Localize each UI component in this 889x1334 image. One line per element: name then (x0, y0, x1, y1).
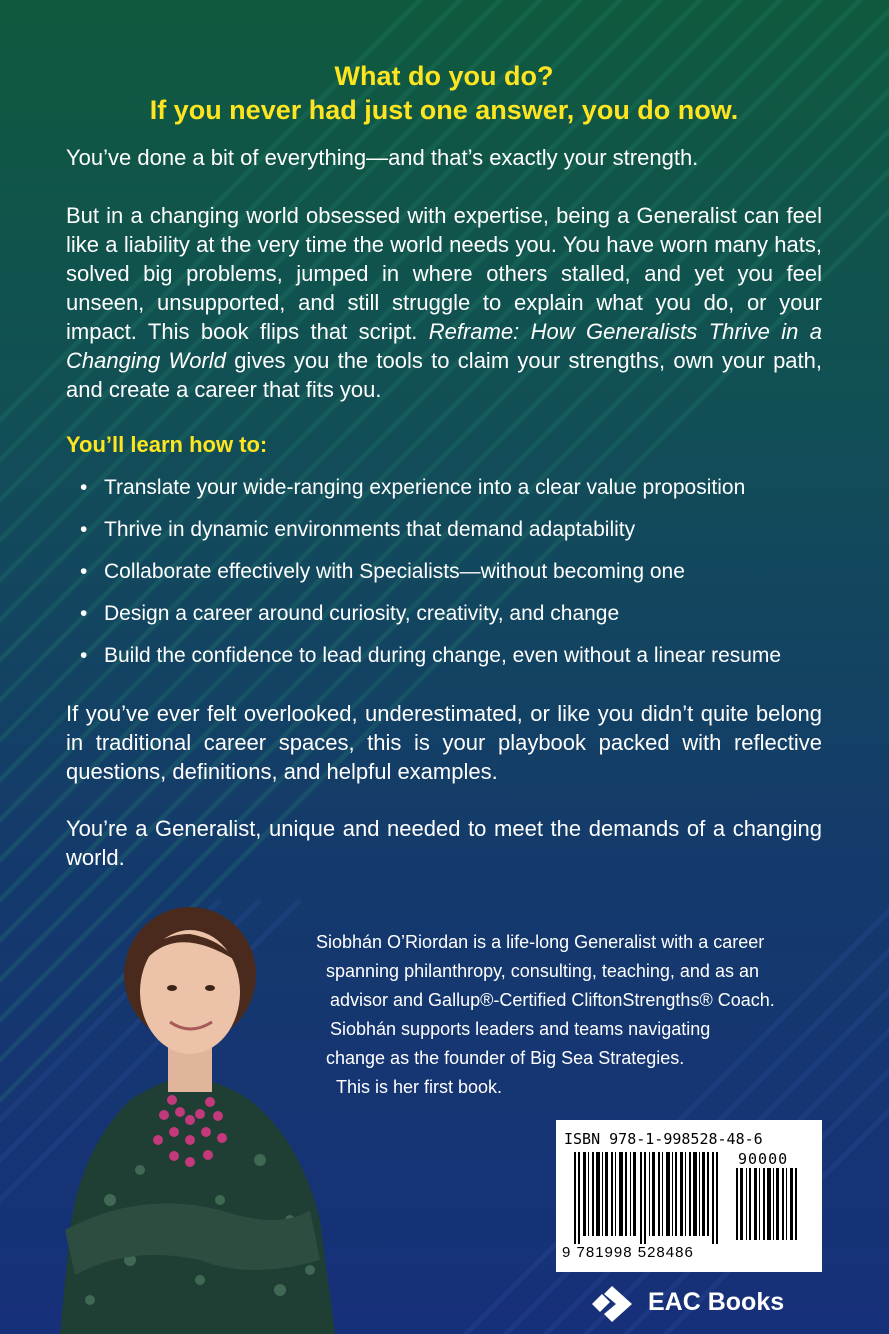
isbn-barcode (556, 1120, 822, 1272)
learn-item: • Build the confidence to lead during change, even without a linear resume (80, 642, 781, 684)
description-text-after: gives you the tools to claim your strengths, own your path, and create a career that fits you. (66, 348, 823, 402)
publisher-logo (590, 1284, 800, 1324)
author-photo (50, 900, 350, 1334)
bio-line: change as the founder of Big Sea Strategies. (326, 1048, 685, 1068)
bio-line: Siobhán O’Riordan is a life-long Generalist with a career (316, 932, 765, 952)
book-title-italic: Reframe: How Generalists Thrive in a Changing World (66, 319, 822, 373)
headline-answer: If you never had just one answer, you do now. (149, 95, 739, 125)
eac-books-logo-icon (590, 1284, 634, 1324)
intro-paragraph: You’ve done a bit of everything—and that’s exactly your strength. (66, 145, 699, 170)
learn-item: • Design a career around curiosity, creativity, and change (80, 600, 781, 642)
learn-heading: You’ll learn how to: (66, 432, 268, 457)
bio-line: advisor and Gallup®-Certified CliftonStrengths® Coach. (330, 990, 775, 1010)
addon-barcode-bars (736, 1168, 800, 1240)
learn-list (80, 474, 781, 684)
learn-item: • Collaborate effectively with Specialists—without becoming one (80, 558, 781, 600)
publisher-name: EAC Books (648, 1288, 785, 1316)
ean-barcode-bars (574, 1152, 724, 1244)
bio-line: spanning philanthropy, consulting, teaching, and as an (326, 961, 759, 981)
description-text-before: But in a changing world obsessed with expertise, being a Generalist can feel like a liability at the very time the world needs you. You have worn many hats, solved big problems, jumped in where others stalled, and yet you feel unseen, unsupported, and still struggle to explain what you do, or your impact. This book flips that script. (66, 203, 822, 344)
learn-item: • Thrive in dynamic environments that demand adaptability (80, 516, 781, 558)
price-code: 90000 (738, 1150, 789, 1168)
learn-item: • Translate your wide-ranging experience into a clear value proposition (80, 474, 781, 516)
ean-digits: 9 781998 528486 (562, 1244, 694, 1261)
headline-question: What do you do? (334, 61, 554, 91)
closing-paragraph: If you’ve ever felt overlooked, underestimated, or like you didn’t quite belong in traditional career spaces, this is your playbook packed with reflective questions, definitions, and helpful examples. (66, 701, 822, 784)
isbn-label: ISBN 978-1-998528-48-6 (564, 1130, 763, 1148)
bio-line: Siobhán supports leaders and teams navigating (330, 1019, 711, 1039)
closing-statement: You’re a Generalist, unique and needed to meet the demands of a changing world. (66, 816, 822, 870)
author-bio (316, 928, 822, 1102)
description-paragraph (66, 201, 822, 404)
bio-line: This is her first book. (336, 1077, 503, 1097)
